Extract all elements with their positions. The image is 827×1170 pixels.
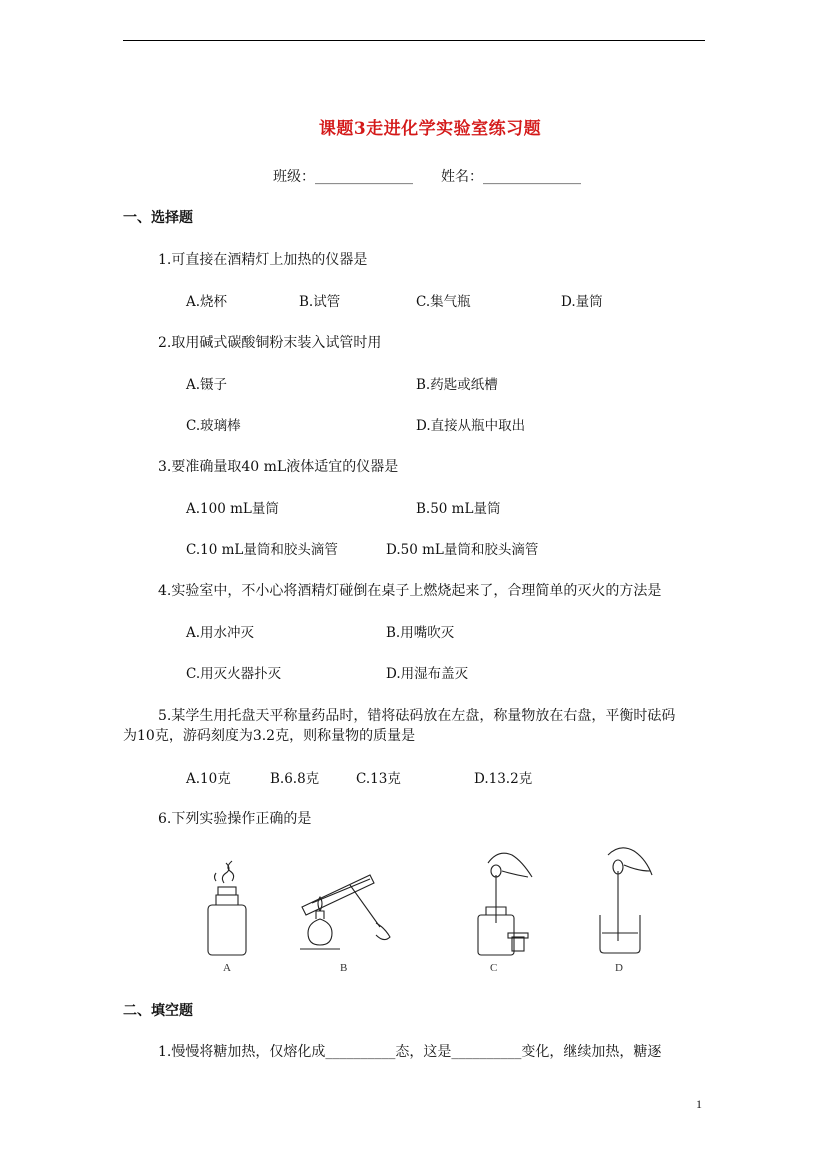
q4-option-d: D.用湿布盖灭 bbox=[386, 666, 469, 682]
q4-option-b: B.用嘴吹灭 bbox=[386, 625, 455, 641]
question-6: 6.下列实验操作正确的是 bbox=[158, 811, 312, 827]
q1-option-a: A.烧杯 bbox=[186, 294, 228, 310]
q4-option-c: C.用灭火器扑灭 bbox=[186, 666, 282, 682]
figure-label-d: D bbox=[615, 962, 623, 974]
q1-option-d: D.量筒 bbox=[561, 294, 603, 310]
section-choice-heading: 一、选择题 bbox=[123, 210, 193, 226]
q3-option-d: D.50 mL量筒和胶头滴管 bbox=[386, 542, 539, 558]
figure-label-c: C bbox=[490, 962, 498, 974]
question-4: 4.实验室中，不小心将酒精灯碰倒在桌子上燃烧起来了，合理简单的灭火的方法是 bbox=[158, 583, 662, 599]
figure-a-bottle bbox=[208, 861, 246, 955]
question-5-line1: 5.某学生用托盘天平称量药品时，错将砝码放在左盘，称量物放在右盘，平衡时砝码 bbox=[158, 708, 676, 724]
name-field: 姓名：______________ bbox=[441, 169, 581, 185]
section-fill-heading: 二、填空题 bbox=[123, 1003, 193, 1019]
figure-b-heating bbox=[300, 875, 390, 949]
q1-option-b: B.试管 bbox=[299, 294, 341, 310]
question-2: 2.取用碱式碳酸铜粉末装入试管时用 bbox=[158, 335, 382, 351]
q3-option-a: A.100 mL量筒 bbox=[186, 501, 279, 517]
q2-option-a: A.镊子 bbox=[186, 377, 228, 393]
q2-option-c: C.玻璃棒 bbox=[186, 418, 241, 434]
question-5-line2: 为10克，游码刻度为3.2克，则称量物的质量是 bbox=[123, 728, 416, 744]
class-field: 班级：______________ bbox=[273, 169, 413, 185]
q2-option-d: D.直接从瓶中取出 bbox=[416, 418, 526, 434]
page-number: 1 bbox=[696, 1097, 702, 1111]
q3-option-c: C.10 mL量筒和胶头滴管 bbox=[186, 542, 338, 558]
figure-label-b: B bbox=[340, 962, 348, 974]
page-title: 课题3走进化学实验室练习题 bbox=[318, 119, 542, 139]
experiment-figure bbox=[190, 845, 670, 980]
question-3: 3.要准确量取40 mL液体适宜的仪器是 bbox=[158, 459, 399, 475]
q1-option-c: C.集气瓶 bbox=[416, 294, 471, 310]
q5-option-c: C.13克 bbox=[356, 771, 401, 787]
figure-c-dropper bbox=[478, 853, 532, 955]
q2-option-b: B.药匙或纸槽 bbox=[416, 377, 498, 393]
header-rule bbox=[123, 40, 705, 41]
figure-d-beaker bbox=[600, 848, 652, 953]
q5-option-d: D.13.2克 bbox=[474, 771, 533, 787]
q5-option-a: A.10克 bbox=[186, 771, 231, 787]
q3-option-b: B.50 mL量筒 bbox=[416, 501, 501, 517]
figure-label-a: A bbox=[223, 962, 231, 974]
question-1: 1.可直接在酒精灯上加热的仪器是 bbox=[158, 252, 368, 268]
q5-option-b: B.6.8克 bbox=[270, 771, 320, 787]
q4-option-a: A.用水冲灭 bbox=[186, 625, 255, 641]
fill-question-1: 1.慢慢将糖加热，仅熔化成__________态，这是__________变化，继续加热，糖逐 bbox=[158, 1044, 662, 1060]
